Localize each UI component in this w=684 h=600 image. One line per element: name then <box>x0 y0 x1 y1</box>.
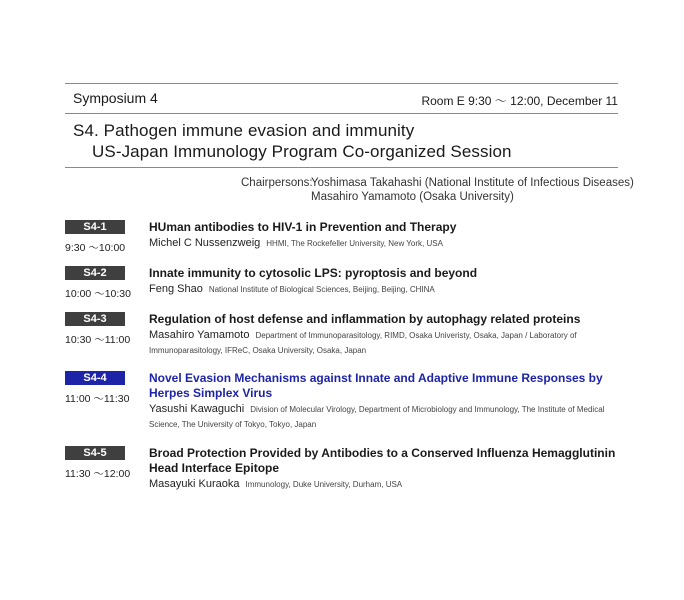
talk-time: 9:30 ～10:00 <box>65 242 126 254</box>
top-rule <box>65 83 618 84</box>
chairperson-2: Masahiro Yamamoto (Osaka University) <box>311 191 514 203</box>
title-rule <box>65 167 618 168</box>
talk-author-line <box>149 477 619 492</box>
talk-author: Masahiro Yamamoto <box>149 329 250 341</box>
talk-entry <box>65 312 621 372</box>
chairperson-1: Yoshimasa Takahashi (National Institute of Infectious Diseases) <box>311 177 634 189</box>
talk-author-line <box>149 402 619 432</box>
header-rule <box>65 113 618 114</box>
talk-time: 10:30 ～11:00 <box>65 334 131 346</box>
talk-author-line <box>149 236 619 251</box>
talk-title: Broad Protection Provided by Antibodies to a Conserved Influenza Hemagglutinin Head Interface Epitope <box>149 446 616 475</box>
talk-code-badge: S4-2 <box>65 266 125 280</box>
talk-author: Michel C Nussenzweig <box>149 237 261 249</box>
chairpersons-label: Chairpersons: <box>241 177 313 189</box>
talk-author-line <box>149 328 619 358</box>
talk-title: HUman antibodies to HIV-1 in Prevention and Therapy <box>149 220 457 234</box>
talk-affiliation: National Institute of Biological Sciences, Beijing, Beijing, CHINA <box>208 285 435 294</box>
talk-code-badge: S4-1 <box>65 220 125 234</box>
talk-time: 11:00 ～11:30 <box>65 393 130 405</box>
talk-time: 10:00 ～10:30 <box>65 288 131 300</box>
talk-time: 11:30 ～12:00 <box>65 468 131 480</box>
symposium-label: Symposium 4 <box>73 90 158 106</box>
talk-entry <box>65 446 621 506</box>
talk-entry-highlighted <box>65 371 621 431</box>
talk-author: Yasushi Kawaguchi <box>149 403 245 415</box>
talk-affiliation: Department of Immunoparasitology, RIMD, Osaka Univeristy, Osaka, Japan / Laboratory of Immunoparasitology, IFReC, Osaka University, Osaka, Japan <box>149 331 577 355</box>
talk-title: Regulation of host defense and inflammation by autophagy related proteins <box>149 312 581 326</box>
talk-author: Feng Shao <box>149 283 203 295</box>
talk-title: Innate immunity to cytosolic LPS: pyroptosis and beyond <box>149 266 478 280</box>
talk-author: Masayuki Kuraoka <box>149 478 240 490</box>
talk-code-badge: S4-3 <box>65 312 125 326</box>
session-title-line2: US-Japan Immunology Program Co-organized Session <box>92 142 512 161</box>
room-time-info: Room E 9:30 ～ 12:00, December 11 <box>421 94 618 108</box>
talk-code-badge: S4-5 <box>65 446 125 460</box>
talk-title: Novel Evasion Mechanisms against Innate and Adaptive Immune Responses by Herpes Simplex Virus <box>149 371 603 400</box>
talk-author-line <box>149 282 619 297</box>
session-title-line1: S4. Pathogen immune evasion and immunity <box>73 121 415 140</box>
talk-code-badge: S4-4 <box>65 371 125 385</box>
talk-affiliation: Immunology, Duke University, Durham, USA <box>245 480 403 489</box>
talk-affiliation: Division of Molecular Virology, Department of Microbiology and Immunology, The Institute of Medical Science, The University of Tokyo, Tokyo, Japan <box>149 405 605 429</box>
talk-affiliation: HHMI, The Rockefeller University, New York, USA <box>266 239 443 248</box>
